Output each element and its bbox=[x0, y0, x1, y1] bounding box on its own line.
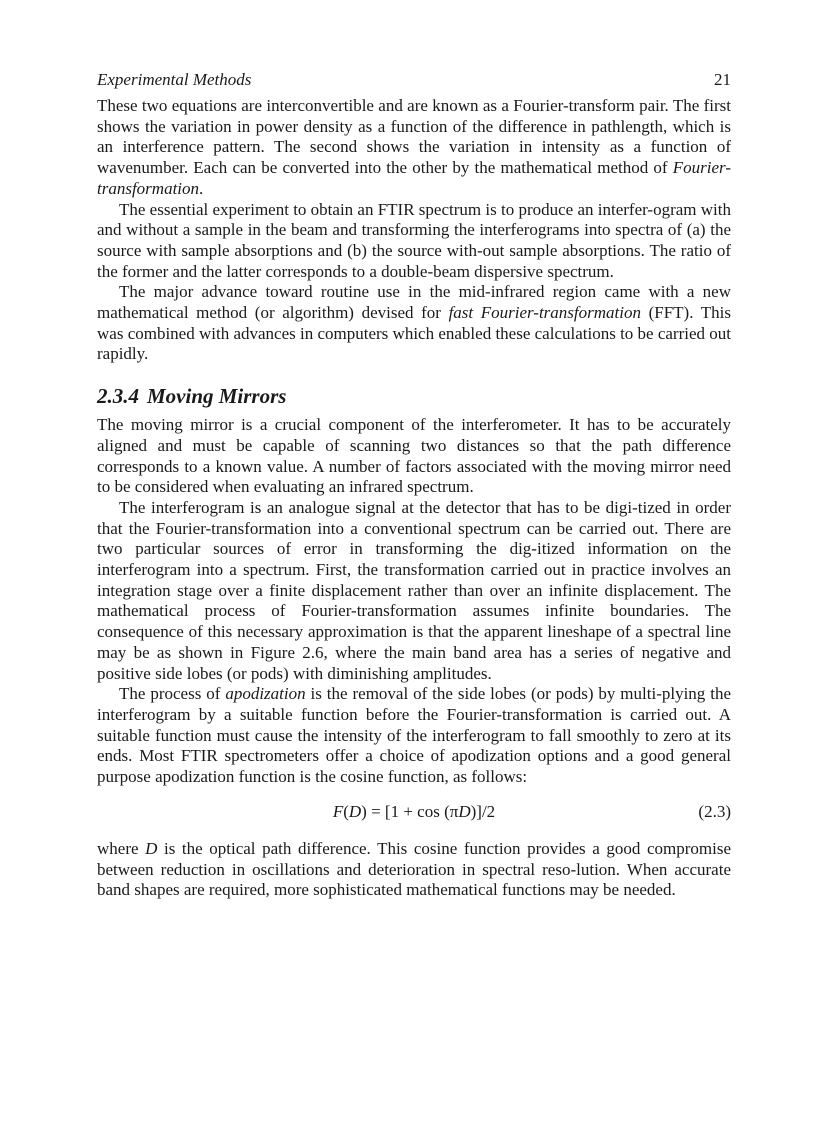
page-content bbox=[97, 70, 731, 901]
section-heading bbox=[97, 383, 731, 409]
paragraph-fourier-pair: These two equations are interconvertible and are known as a Fourier-transform pair. The first shows the variation in power density as a function of the difference in pathlength, which is an interference pattern. The second shows the variation in intensity as a function of wavenumber. Each can be converted into the other by the mathematical method of Fourier-transformation. bbox=[97, 96, 731, 198]
italic-term: fast Fourier-transformation bbox=[448, 303, 641, 323]
paragraph-interferogram-errors: The interferogram is an analogue signal at the detector that has to be digi-tized in order that the Fourier-transformation into a conventional spectrum can be carried out. There are two particular sources of error in transforming the dig-itized information on the interferogram into a spectrum. First, the transformation carried out in practice involves an integration stage over a finite displacement rather than over an infinite displacement. The mathematical process of Fourier-transformation assumes infinite boundaries. The consequence of this necessary approximation is that the apparent lineshape of a spectral line may be as shown in Figure 2.6, where the main band area has a series of negative and positive side lobes (or pods) with diminishing amplitudes. bbox=[97, 497, 731, 683]
pi-symbol: π bbox=[449, 801, 459, 821]
variable-d: D bbox=[145, 838, 158, 858]
paragraph-moving-mirror: The moving mirror is a crucial component of the interferometer. It has to be accurately aligned and must be capable of scanning two distances so that the path difference corresponds to a known value. A number of factors associated with the moving mirror need to be considered when evaluating an infrared spectrum. bbox=[97, 415, 731, 497]
section-title: Moving Mirrors bbox=[147, 384, 287, 409]
page-number: 21 bbox=[714, 70, 731, 89]
equation-apodization bbox=[97, 802, 731, 822]
running-title: Experimental Methods bbox=[97, 70, 252, 89]
paragraph-fft-advance: The major advance toward routine use in the mid-infrared region came with a new mathematical method (or algorithm) devised for fast Fourier-transformation (FFT). This was combined with advances in computers which enabled these calculations to be carried out rapidly. bbox=[97, 282, 731, 364]
equation-number: (2.3) bbox=[698, 801, 731, 821]
equation-body: F(D) = [1 + cos (πD)]/2 bbox=[332, 801, 496, 821]
paragraph-ftir-experiment: The essential experiment to obtain an FTIR spectrum is to produce an interfer-ogram with and without a sample in the beam and transforming the interferograms into spectra of (a) the source with sample absorptions and (b) the source with-out sample absorptions. The ratio of the former and the latter corresponds to a double-beam dispersive spectrum. bbox=[97, 199, 731, 281]
italic-term: apodization bbox=[225, 684, 306, 704]
running-header bbox=[97, 70, 731, 96]
italic-term: Fourier-transformation bbox=[97, 158, 731, 198]
section-number: 2.3.4 bbox=[97, 384, 139, 409]
paragraph-cosine-function: where D is the optical path difference. This cosine function provides a good compromise between reduction in oscillations and deterioration in spectral reso-lution. When accurate band shapes are required, more sophisticated mathematical functions may be needed. bbox=[97, 838, 732, 900]
paragraph-apodization: The process of apodization is the removal of the side lobes (or pods) by multi-plying the interferogram by a suitable function before the Fourier-transformation is carried out. A suitable function must cause the intensity of the interferogram to fall smoothly to zero at its ends. Most FTIR spectrometers offer a choice of apodization options and a good general purpose apodization function is the cosine function, as follows: bbox=[97, 684, 731, 787]
